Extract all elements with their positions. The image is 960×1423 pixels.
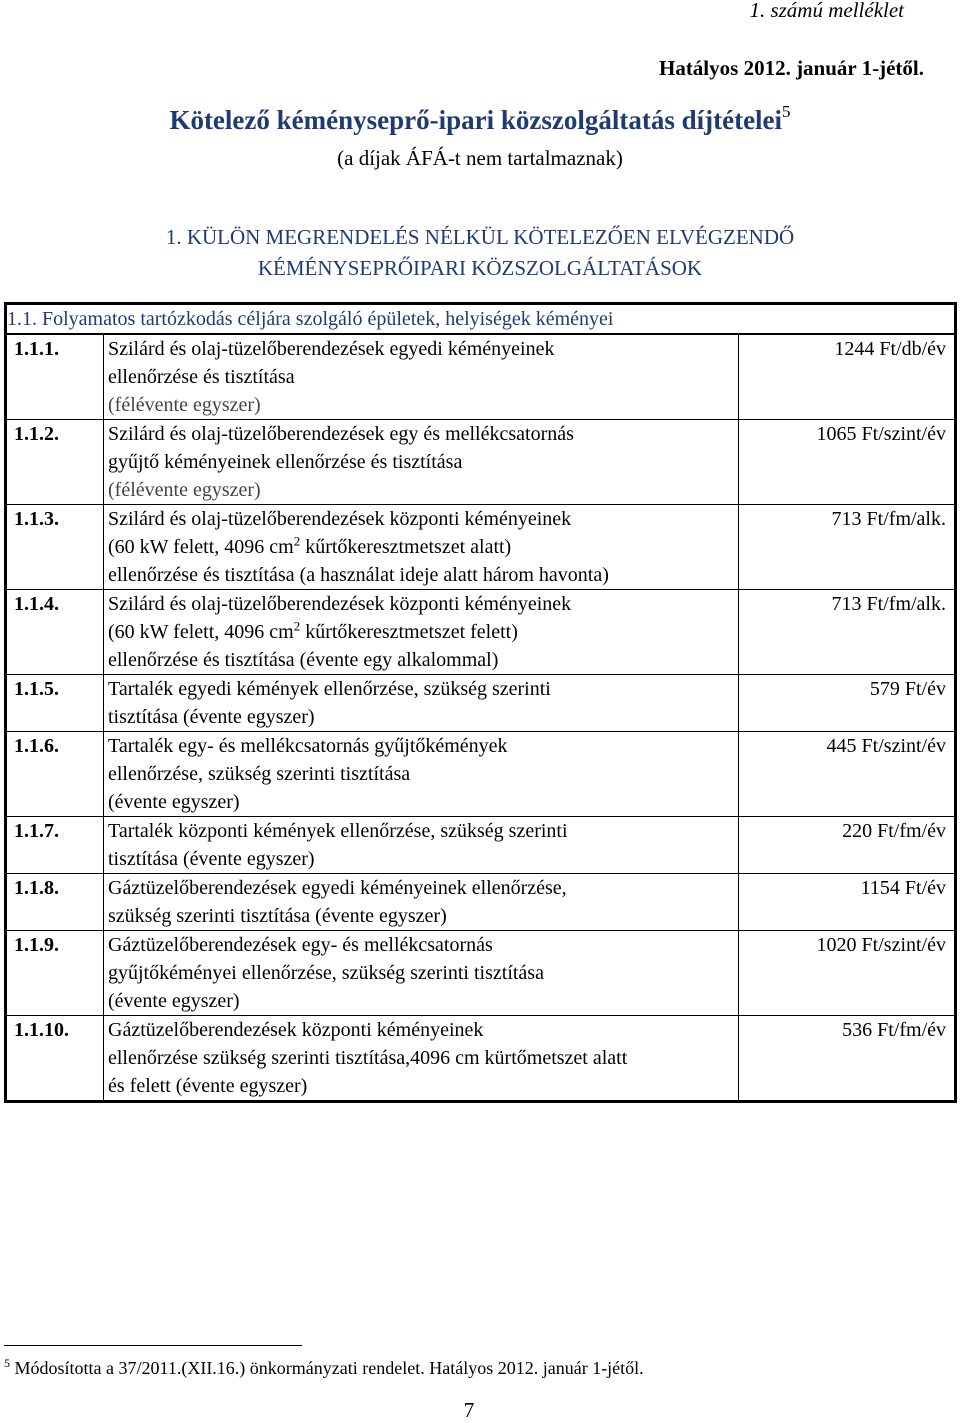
document-title (0, 104, 960, 136)
table-section-title: 1.1. Folyamatos tartózkodás céljára szolgáló épületek, helyiségek kéményei (6, 304, 956, 335)
description-line: Szilárd és olaj-tüzelőberendezések központi kéményeinek (108, 593, 572, 615)
row-number: 1.1.8. (6, 874, 104, 931)
row-number: 1.1.6. (6, 732, 104, 817)
table-row (6, 931, 956, 1016)
description-line: és felett (évente egyszer) (108, 1075, 308, 1097)
description-line: ellenőrzése, szükség szerinti tisztítása (108, 763, 411, 785)
table-row (6, 675, 956, 732)
footnote-text: Módosította a 37/2011.(XII.16.) önkormányzati rendelet. Hatályos 2012. január 1-jétől. (14, 1358, 644, 1378)
description-line: (évente egyszer) (108, 791, 240, 813)
footnote-divider (4, 1345, 302, 1346)
annex-label: 1. számú melléklet (749, 0, 904, 22)
table-row (6, 590, 956, 675)
row-description (104, 420, 739, 505)
row-description (104, 817, 739, 874)
description-line: Tartalék egyedi kémények ellenőrzése, szükség szerinti (108, 678, 551, 700)
row-price: 536 Ft/fm/év (739, 1016, 956, 1102)
description-line: ellenőrzése és tisztítása (évente egy alkalommal) (108, 649, 499, 671)
fee-table (4, 302, 957, 1103)
row-price: 445 Ft/szint/év (739, 732, 956, 817)
description-line: szükség szerinti tisztítása (évente egyszer) (108, 905, 447, 927)
row-price: 579 Ft/év (739, 675, 956, 732)
row-price: 1244 Ft/db/év (739, 334, 956, 420)
table-row (6, 420, 956, 505)
row-description (104, 931, 739, 1016)
row-description (104, 675, 739, 732)
description-line: gyűjtőkéményei ellenőrzése, szükség szerinti tisztítása (108, 962, 544, 984)
description-line: Szilárd és olaj-tüzelőberendezések központi kéményeinek (108, 508, 572, 530)
description-line: (félévente egyszer) (108, 394, 261, 416)
description-line: Tartalék központi kémények ellenőrzése, szükség szerinti (108, 820, 568, 842)
row-description (104, 1016, 739, 1102)
table-section-row (6, 304, 956, 335)
row-number: 1.1.1. (6, 334, 104, 420)
description-line: Tartalék egy- és mellékcsatornás gyűjtőkémények (108, 735, 508, 757)
row-price: 1065 Ft/szint/év (739, 420, 956, 505)
description-text: kűrtőkeresztmetszet felett) (300, 621, 518, 643)
row-number: 1.1.7. (6, 817, 104, 874)
row-price: 1020 Ft/szint/év (739, 931, 956, 1016)
description-line: (évente egyszer) (108, 990, 240, 1012)
description-line: Szilárd és olaj-tüzelőberendezések egyedi kéményeinek (108, 338, 555, 360)
description-line: Gáztüzelőberendezések egy- és mellékcsatornás (108, 934, 493, 956)
footnote-mark: 5 (4, 1356, 10, 1370)
row-number: 1.1.5. (6, 675, 104, 732)
row-number: 1.1.3. (6, 505, 104, 590)
description-line: ellenőrzése szükség szerinti tisztítása,4096 cm kürtőmetszet alatt (108, 1047, 628, 1069)
row-number: 1.1.4. (6, 590, 104, 675)
section-heading-line-1: 1. KÜLÖN MEGRENDELÉS NÉLKÜL KÖTELEZŐEN ELVÉGZENDŐ (165, 225, 795, 249)
table-row (6, 874, 956, 931)
description-text: (60 kW felett, 4096 cm (108, 536, 294, 558)
row-number: 1.1.2. (6, 420, 104, 505)
footnote (4, 1356, 644, 1379)
description-line: (félévente egyszer) (108, 479, 261, 501)
section-heading (0, 222, 960, 284)
superscript: 2 (293, 533, 301, 549)
row-description (104, 732, 739, 817)
table-row (6, 334, 956, 420)
description-line (108, 618, 738, 646)
description-line (108, 533, 738, 561)
section-heading-line-2: KÉMÉNYSEPRŐIPARI KÖZSZOLGÁLTATÁSOK (257, 256, 703, 280)
row-price: 713 Ft/fm/alk. (739, 505, 956, 590)
table-row (6, 732, 956, 817)
description-line: Gáztüzelőberendezések egyedi kéményeinek ellenőrzése, (108, 877, 567, 899)
description-line: Szilárd és olaj-tüzelőberendezések egy és mellékcsatornás (108, 423, 574, 445)
row-price: 713 Ft/fm/alk. (739, 590, 956, 675)
title-footnote-mark[interactable]: 5 (782, 102, 791, 121)
row-description (104, 334, 739, 420)
document-subtitle: (a díjak ÁFÁ-t nem tartalmaznak) (337, 146, 623, 170)
description-line: ellenőrzése és tisztítása (108, 366, 295, 388)
row-number: 1.1.9. (6, 931, 104, 1016)
description-line: Gáztüzelőberendezések központi kéményeinek (108, 1019, 484, 1041)
row-price: 1154 Ft/év (739, 874, 956, 931)
table-row (6, 505, 956, 590)
row-description (104, 874, 739, 931)
table-row (6, 1016, 956, 1102)
superscript: 2 (293, 618, 301, 634)
description-text: (60 kW felett, 4096 cm (108, 621, 294, 643)
row-number: 1.1.10. (6, 1016, 104, 1102)
description-line: tisztítása (évente egyszer) (108, 848, 315, 870)
row-description (104, 505, 739, 590)
table-row (6, 817, 956, 874)
row-price: 220 Ft/fm/év (739, 817, 956, 874)
description-line: tisztítása (évente egyszer) (108, 706, 315, 728)
effective-date: Hatályos 2012. január 1-jétől. (658, 56, 924, 80)
page-number: 7 (463, 1398, 475, 1422)
row-description (104, 590, 739, 675)
title-text: Kötelező kéményseprő-ipari közszolgáltatás díjtételei (169, 105, 783, 135)
description-line: gyűjtő kéményeinek ellenőrzése és tisztítása (108, 451, 463, 473)
description-text: kűrtőkeresztmetszet alatt) (300, 536, 512, 558)
description-line: ellenőrzése és tisztítása (a használat ideje alatt három havonta) (108, 564, 609, 586)
